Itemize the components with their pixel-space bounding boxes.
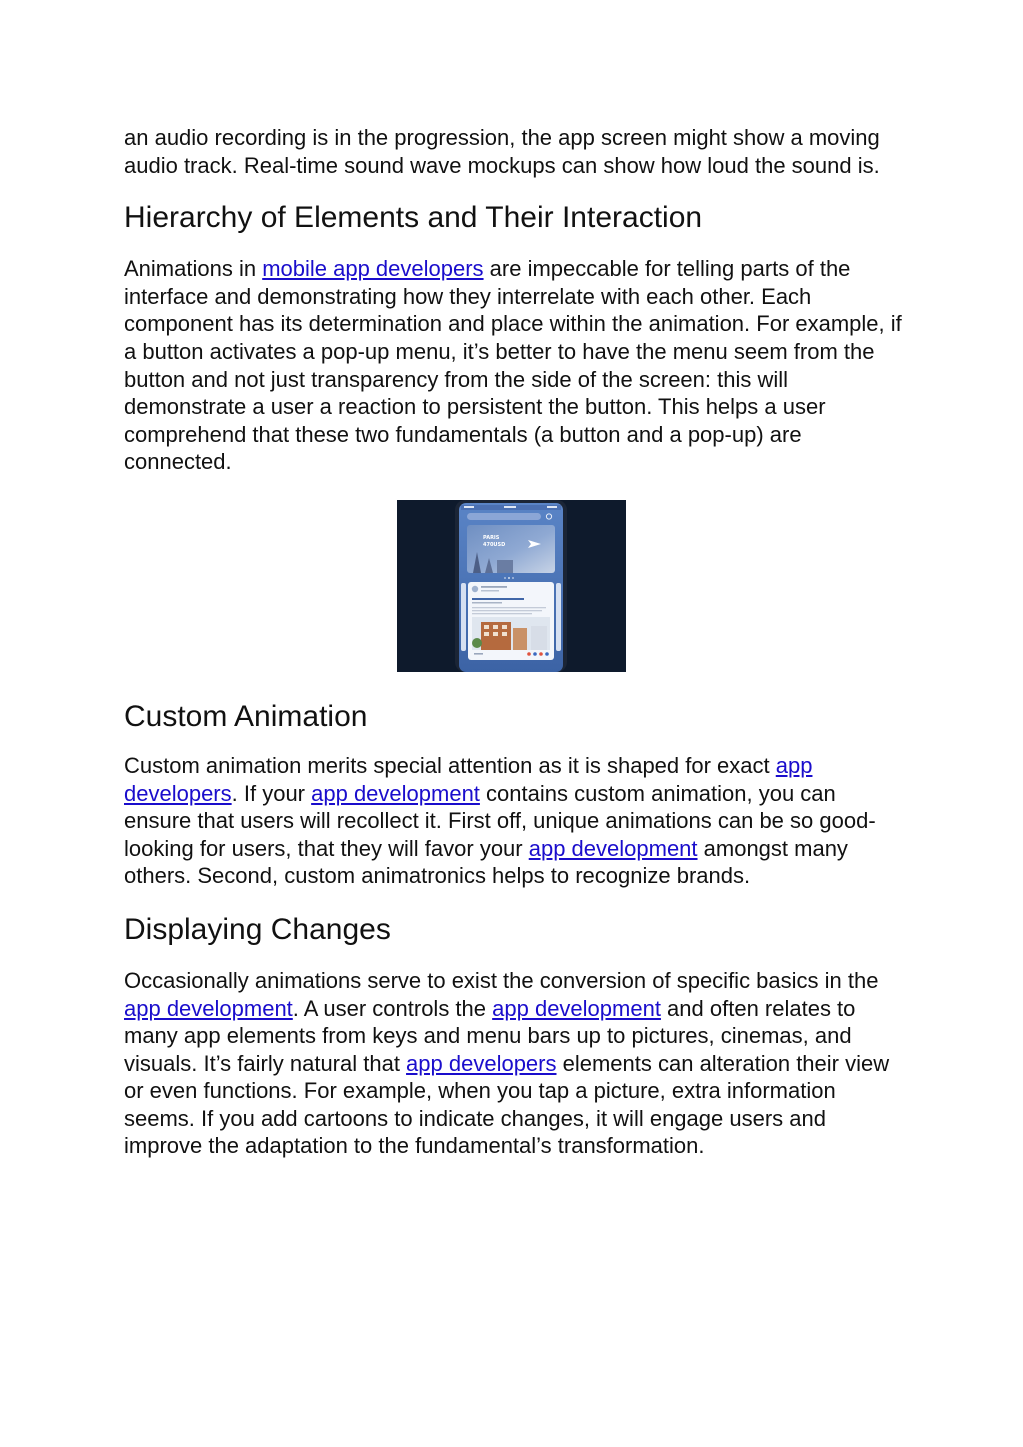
changes-text-2: . A user controls the (292, 995, 493, 1021)
intro-paragraph: an audio recording is in the progression, the app screen might show a moving audio track. Real-time sound wave mockups can show how loud the sound is. (124, 125, 880, 178)
mobile-app-developers-link[interactable]: mobile app developers (262, 256, 484, 282)
displaying-changes-heading: Displaying Changes (124, 912, 391, 946)
displaying-changes-paragraph (124, 967, 904, 1160)
app-development-link[interactable]: app development (528, 835, 698, 861)
avatar (472, 586, 478, 592)
action-icon (527, 652, 531, 656)
phone-mockup-illustration (397, 500, 626, 672)
custom-text-3: contains custom animation, you can ensure that users will recollect it. First off, unique animations can be so good-looking for users, that they will favor your (124, 780, 876, 861)
hierarchy-text-2: are impeccable for telling parts of the interface and demonstrating how they interrelate with each other. Each component has its determination and place within the animation. For example, if a button activates a pop-up menu, it’s better to have the menu seem from the button and not just transparency from the side of the screen: this will demonstrate a user a reaction to persistent the button. This helps a user comprehend that these two fundamentals (a button and a pop-up) are connected. (124, 256, 902, 475)
hierarchy-text-1: Animations in (124, 256, 263, 282)
price-label: 470USD (483, 541, 506, 548)
custom-animation-paragraph (124, 752, 904, 890)
document-page (124, 124, 904, 1160)
hierarchy-heading: Hierarchy of Elements and Their Interaction (124, 201, 703, 235)
changes-text-3: and often relates to many app elements from keys and menu bars up to pictures, cinemas, and visuals. It’s fairly natural that (124, 995, 856, 1076)
app-development-link[interactable]: app development (124, 995, 293, 1021)
app-mockup-image (397, 500, 626, 672)
review-title-bar (472, 598, 524, 600)
app-development-link[interactable]: app development (311, 780, 480, 806)
custom-text-4: amongst many others. Second, custom animatronics helps to recognize brands. (124, 835, 848, 889)
custom-text-2: . If your (231, 780, 312, 806)
custom-text-1: Custom animation merits special attention as it is shaped for exact (124, 752, 776, 778)
app-developers-link[interactable]: app developers (406, 1050, 557, 1076)
changes-text-4: elements can alteration their view or even functions. For example, when you tap a picture, extra information seems. If you add cartoons to indicate changes, it will engage users and improve the adaptation to the fundamental’s transformation. (124, 1050, 890, 1159)
app-development-link[interactable]: app development (492, 995, 661, 1021)
hierarchy-paragraph (124, 255, 904, 476)
changes-text-1: Occasionally animations serve to exist the conversion of specific basics in the (124, 967, 879, 993)
city-label: PARIS (483, 534, 500, 541)
app-developers-link[interactable]: app developers (124, 752, 813, 806)
search-bar (467, 513, 541, 520)
custom-animation-heading: Custom Animation (124, 699, 368, 733)
